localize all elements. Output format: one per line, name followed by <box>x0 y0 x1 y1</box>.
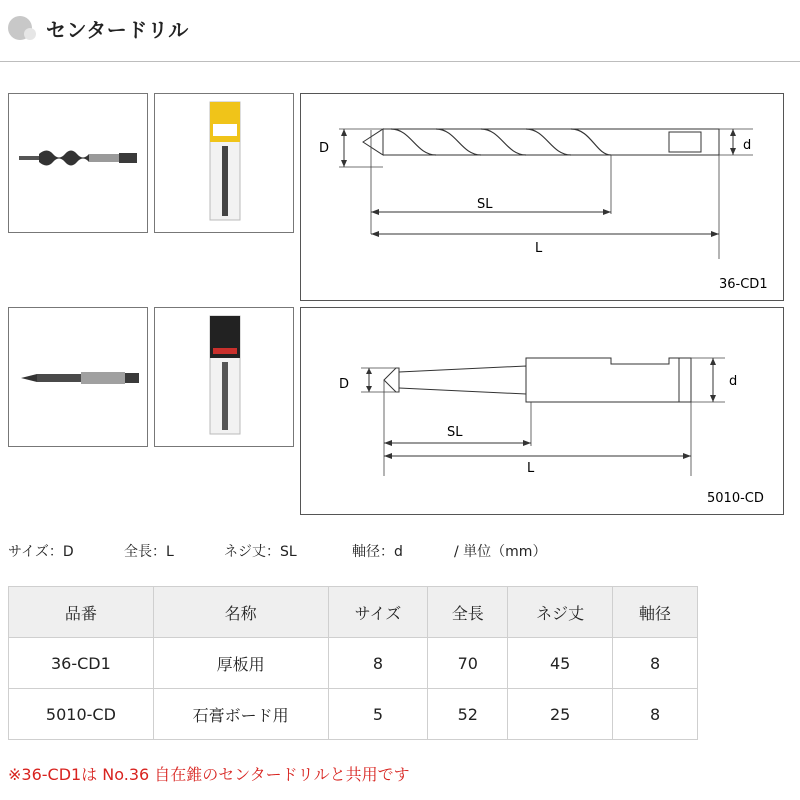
package-photo-36-cd1 <box>154 93 294 233</box>
product-photo-5010-cd <box>8 307 148 447</box>
table-header-cell: 全長 <box>428 587 508 638</box>
table-cell: 5010-CD <box>9 689 154 740</box>
table-cell: 36-CD1 <box>9 638 154 689</box>
table-header-cell: 品番 <box>9 587 154 638</box>
diagram-5010-cd <box>300 307 784 515</box>
legend-shaft: 軸径：d <box>352 544 403 560</box>
table-cell: 厚板用 <box>153 638 328 689</box>
table-header-cell: ネジ丈 <box>508 587 613 638</box>
diagram-label-L: L <box>527 461 535 476</box>
legend-size: サイズ：D <box>8 544 74 560</box>
table-cell: 25 <box>508 689 613 740</box>
package-photo-5010-cd <box>154 307 294 447</box>
table-header-cell: サイズ <box>328 587 428 638</box>
table-cell: 45 <box>508 638 613 689</box>
drill-dimension-diagram-5010-cd <box>301 308 783 514</box>
drill-dimension-diagram-36-cd1 <box>301 94 783 300</box>
table-row <box>9 689 698 740</box>
footnote: ※36-CD1は No.36 自在錐のセンタードリルと共用です <box>8 765 410 784</box>
legend-thread: ネジ丈：SL <box>224 544 297 560</box>
legend-length: 全長：L <box>124 544 174 560</box>
header-bullet-inner-icon <box>24 28 36 40</box>
diagram-label-d: d <box>729 374 738 389</box>
diagram-model-label: 36-CD1 <box>719 277 768 292</box>
table-header-cell: 名称 <box>153 587 328 638</box>
table-cell: 8 <box>613 638 698 689</box>
table-cell: 5 <box>328 689 428 740</box>
diagram-model-label: 5010-CD <box>707 491 764 506</box>
legend-unit: / 単位（mm） <box>454 544 547 560</box>
table-cell: 石膏ボード用 <box>153 689 328 740</box>
product-photo-36-cd1 <box>8 93 148 233</box>
table-row <box>9 638 698 689</box>
table-header-row <box>9 587 698 638</box>
drill-bit-5010-cd-icon <box>9 308 147 446</box>
drill-bit-36-cd1-icon <box>9 94 147 232</box>
diagram-label-L: L <box>535 241 543 256</box>
spec-table <box>8 586 698 740</box>
table-header-cell: 軸径 <box>613 587 698 638</box>
diagram-label-SL: SL <box>447 425 463 440</box>
package-36-cd1-icon <box>155 94 293 232</box>
diagram-label-SL: SL <box>477 197 493 212</box>
diagram-label-D: D <box>319 141 330 156</box>
diagram-label-d: d <box>743 138 752 153</box>
package-5010-cd-icon <box>155 308 293 446</box>
table-cell: 70 <box>428 638 508 689</box>
header-divider <box>0 61 800 62</box>
diagram-label-D: D <box>339 377 350 392</box>
table-cell: 52 <box>428 689 508 740</box>
table-cell: 8 <box>328 638 428 689</box>
table-cell: 8 <box>613 689 698 740</box>
diagram-36-cd1 <box>300 93 784 301</box>
page-title: センタードリル <box>46 18 189 42</box>
